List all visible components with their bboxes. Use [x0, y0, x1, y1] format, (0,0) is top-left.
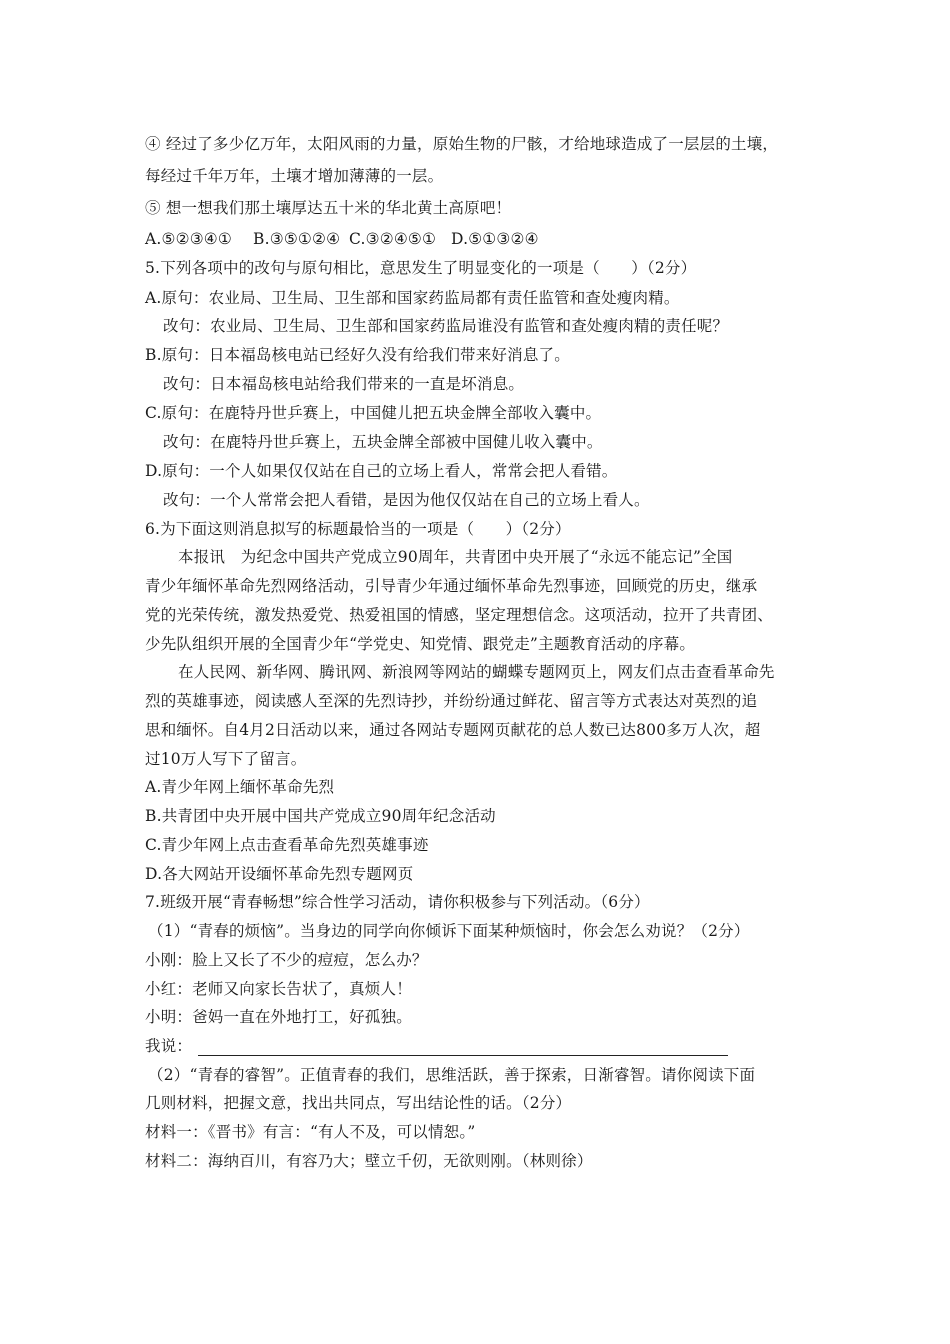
q7-answer-blank[interactable]	[198, 1039, 728, 1056]
q5-d-original: D.原句：一个人如果仅仅站在自己的立场上看人，常常会把人看错。	[145, 462, 618, 480]
q7-xiaogang: 小刚：脸上又长了不少的痘痘，怎么办？	[145, 951, 428, 969]
q4-option-b: B.③⑤①②④	[253, 230, 341, 248]
q6-option-b: B.共青团中央开展中国共产党成立90周年纪念活动	[145, 807, 496, 825]
q7-sub2-line1: （2）“青春的睿智”。正值青春的我们，思维活跃，善于探索，日渐睿智。请你阅读下面	[148, 1066, 756, 1084]
q6-option-a: A.青少年网上缅怀革命先烈	[145, 778, 335, 796]
q6-passage-p1-line4: 少先队组织开展的全国青少年“学党史、知党情、跟党走”主题教育活动的序幕。	[145, 635, 696, 653]
q7-wo-shuo-label: 我说：	[145, 1037, 193, 1055]
q6-passage-p1-line3: 党的光荣传统，激发热爱党、热爱祖国的情感，坚定理想信念。这项活动，拉开了共青团、	[145, 606, 774, 624]
q4-option-c: C.③②④⑤①	[349, 230, 437, 248]
q4-item4-line1: ④ 经过了多少亿万年，太阳风雨的力量，原始生物的尸骸，才给地球造成了一层层的土壤，	[145, 135, 779, 153]
q6-option-c: C.青少年网上点击查看革命先烈英雄事迹	[145, 836, 429, 854]
q6-passage-p1-line2: 青少年缅怀革命先烈网络活动，引导青少年通过缅怀革命先烈事迹，回顾党的历史，继承	[145, 577, 758, 595]
q6-passage-p2-line1: 在人民网、新华网、腾讯网、新浪网等网站的蝴蝶专题网页上，网友们点击查看革命先	[178, 663, 775, 681]
q5-b-revised: 改句：日本福岛核电站给我们带来的一直是坏消息。	[163, 375, 525, 393]
q7-stem: 7.班级开展“青春畅想”综合性学习活动，请你积极参与下列活动。（6分）	[145, 893, 650, 911]
q5-a-revised: 改句：农业局、卫生局、卫生部和国家药监局谁没有监管和查处瘦肉精的责任呢？	[163, 317, 729, 335]
q7-sub2-line2: 几则材料，把握文意，找出共同点，写出结论性的话。（2分）	[145, 1094, 572, 1112]
q4-item5: ⑤ 想一想我们那土壤厚达五十米的华北黄土高原吧！	[145, 199, 512, 217]
q7-sub1-stem: （1）“青春的烦恼”。当身边的同学向你倾诉下面某种烦恼时，你会怎么劝说？（2分）	[148, 922, 750, 940]
q7-material-2: 材料二：海纳百川，有容乃大；壁立千仞，无欲则刚。（林则徐）	[145, 1152, 593, 1170]
q7-xiaohong: 小红：老师又向家长告状了，真烦人！	[145, 980, 412, 998]
q6-option-d: D.各大网站开设缅怀革命先烈专题网页	[145, 865, 414, 883]
q6-passage-p1-line1: 本报讯 为纪念中国共产党成立90周年，共青团中央开展了“永远不能忘记”全国	[178, 548, 733, 566]
q4-option-d: D.⑤①③②④	[451, 230, 539, 248]
q4-item4-line2: 每经过千年万年，土壤才增加薄薄的一层。	[145, 167, 444, 185]
q5-stem: 5.下列各项中的改句与原句相比，意思发生了明显变化的一项是（ ）（2分）	[145, 259, 697, 277]
q6-passage-p2-line2: 烈的英雄事迹，阅读感人至深的先烈诗抄，并纷纷通过鲜花、留言等方式表达对英烈的追	[145, 692, 758, 710]
q6-passage-p2-line4: 过10万人写下了留言。	[145, 750, 307, 768]
q5-d-revised: 改句：一个人常常会把人看错，是因为他仅仅站在自己的立场上看人。	[163, 491, 650, 509]
q7-answer-row	[145, 1036, 728, 1056]
q5-b-original: B.原句：日本福岛核电站已经好久没有给我们带来好消息了。	[145, 346, 570, 364]
q5-c-original: C.原句：在鹿特丹世乒赛上，中国健儿把五块金牌全部收入囊中。	[145, 404, 602, 422]
q5-c-revised: 改句：在鹿特丹世乒赛上，五块金牌全部被中国健儿收入囊中。	[163, 433, 603, 451]
q4-option-a: A.⑤②③④①	[145, 230, 232, 248]
q4-options	[145, 229, 539, 249]
q7-xiaoming: 小明：爸妈一直在外地打工，好孤独。	[145, 1008, 412, 1026]
q6-passage-p2-line3: 思和缅怀。自4月2日活动以来，通过各网站专题网页献花的总人数已达800多万人次，超	[145, 721, 761, 739]
q6-stem: 6.为下面这则消息拟写的标题最恰当的一项是（ ）（2分）	[145, 520, 571, 538]
q7-material-1: 材料一：《晋书》有言：“有人不及，可以情恕。”	[145, 1123, 476, 1141]
q5-a-original: A.原句：农业局、卫生局、卫生部和国家药监局都有责任监管和查处瘦肉精。	[145, 289, 680, 307]
